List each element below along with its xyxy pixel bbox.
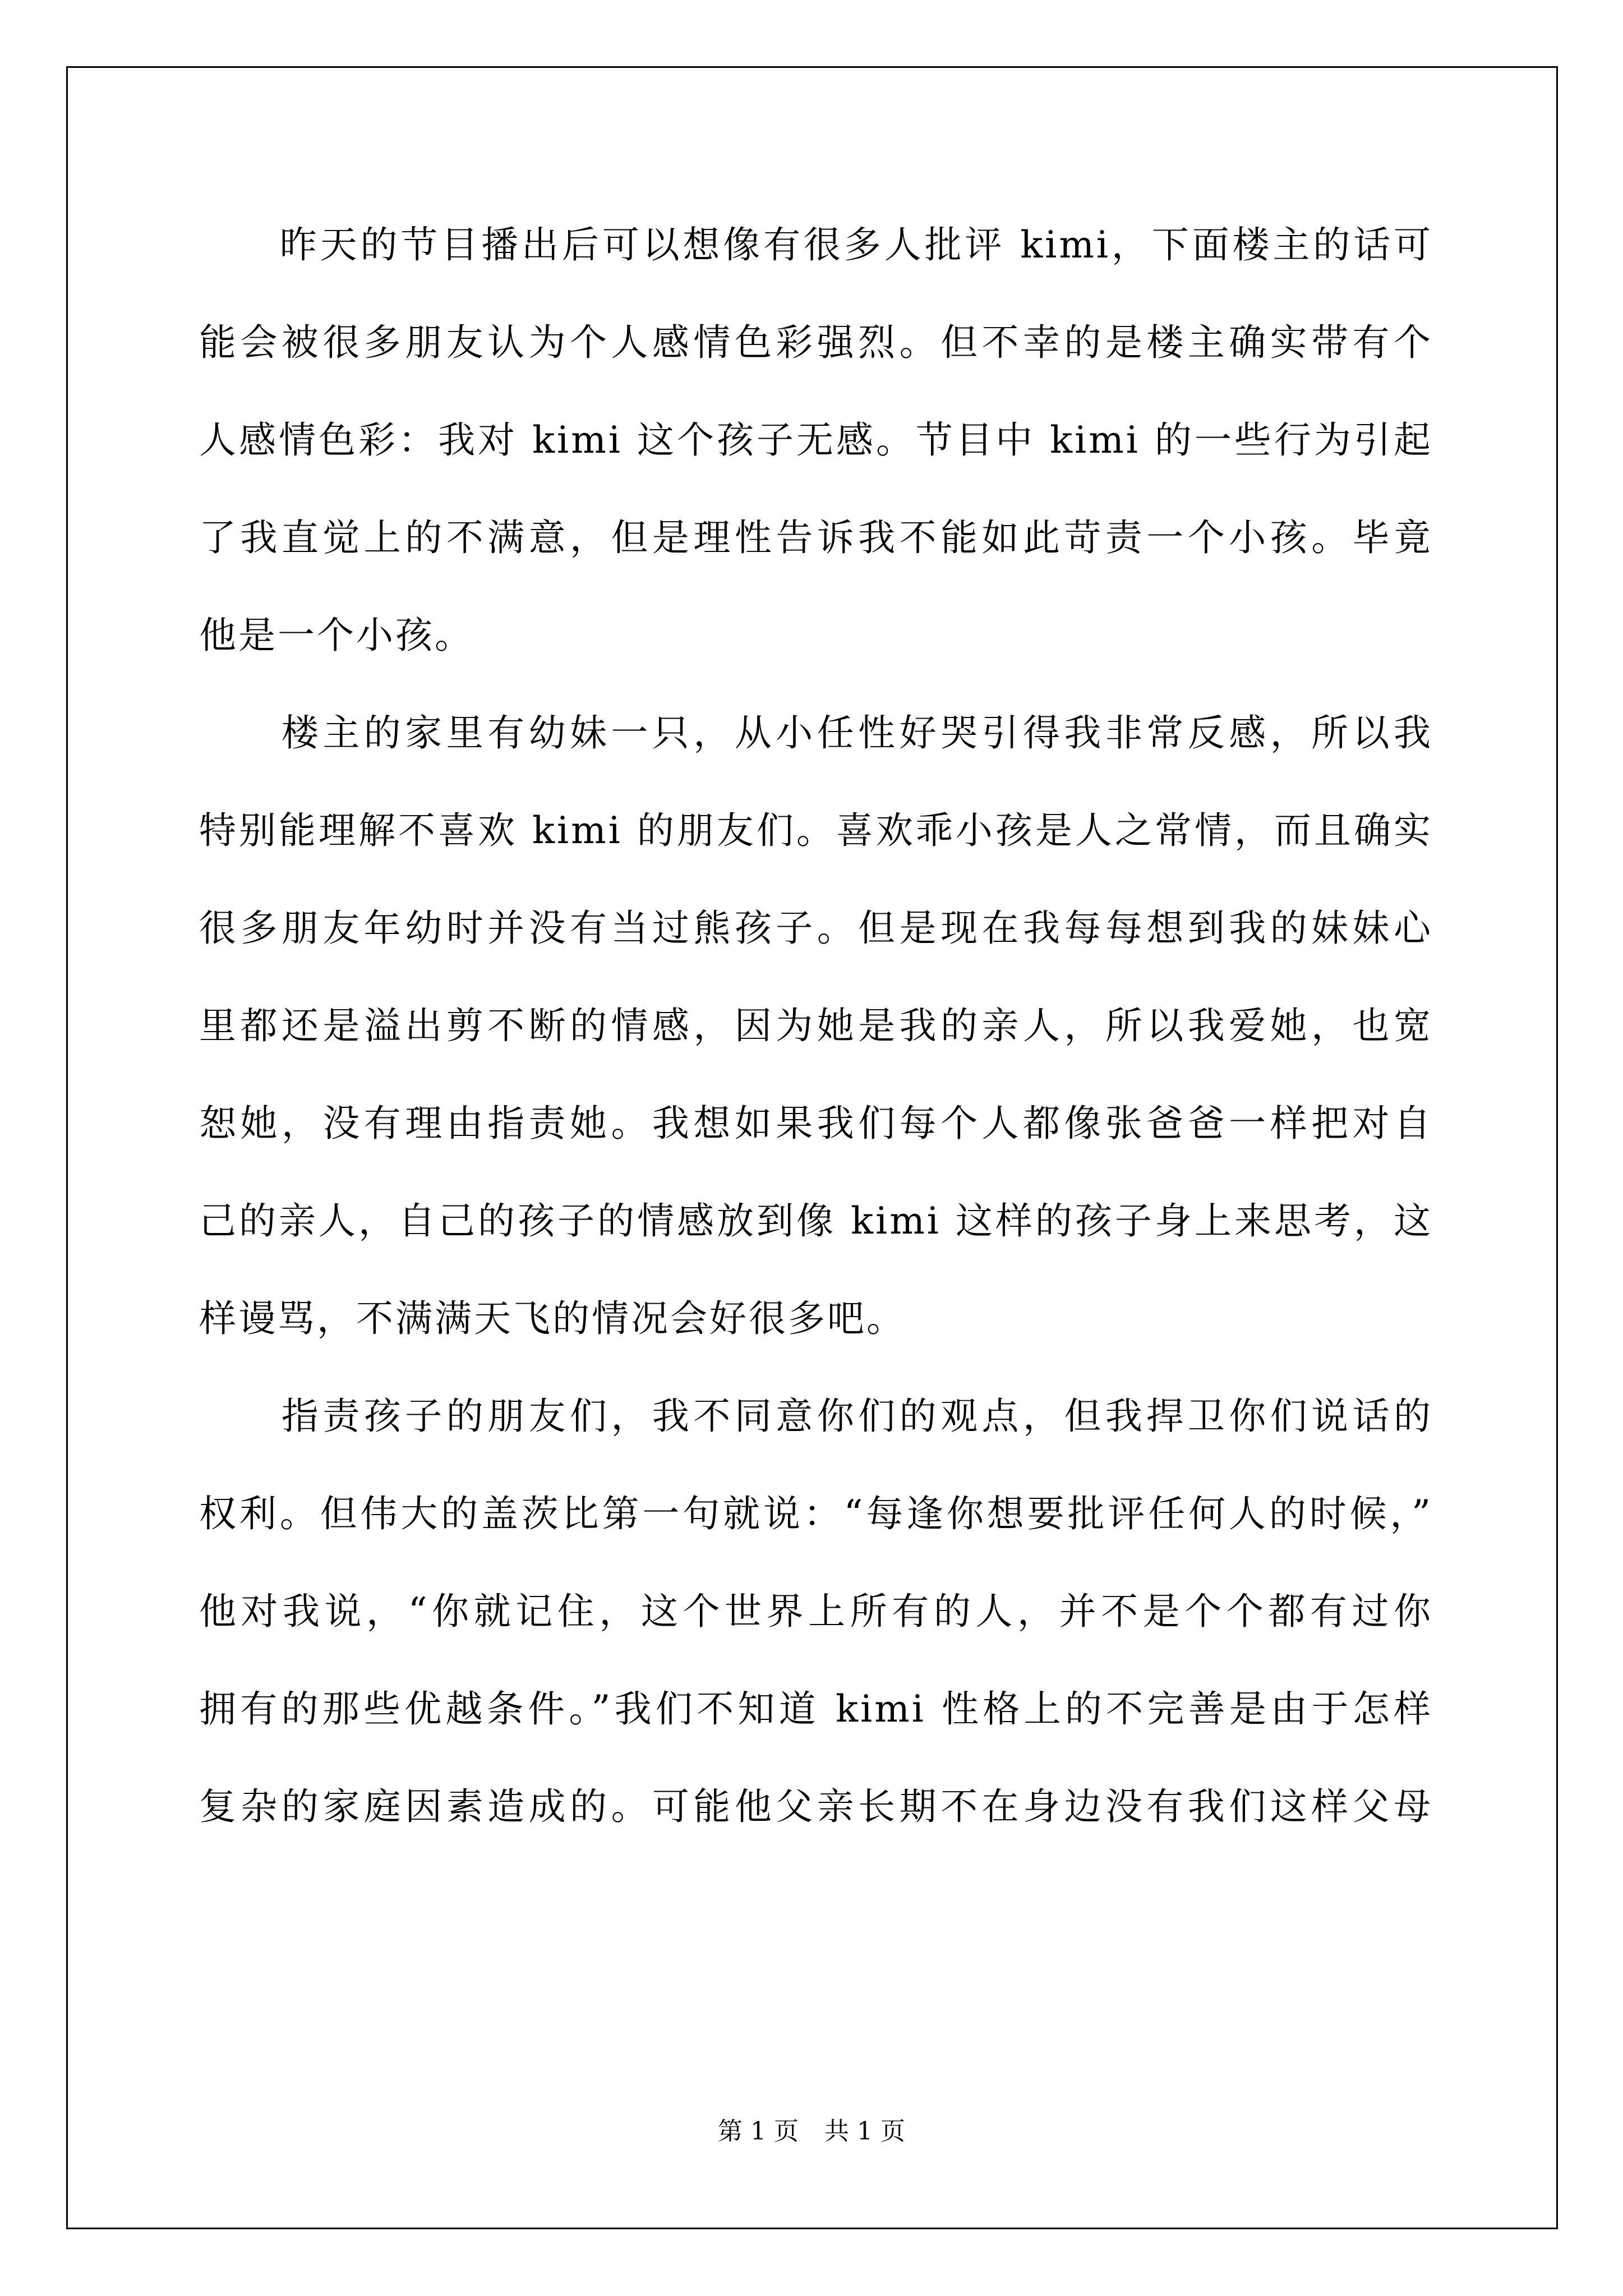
text-line: 指责孩子的朋友们，我不同意你们的观点，但我捍卫你们说话的: [199, 1395, 1433, 1438]
page-total: 共 1 页: [824, 2117, 905, 2146]
text-line: 权利。但伟大的盖茨比第一句就说：“每逢你想要批评任何人的时候，”: [199, 1492, 1433, 1535]
text-line: 己的亲人，自己的孩子的情感放到像 kimi 这样的孩子身上来思考，这: [199, 1199, 1433, 1243]
text-line: 很多朋友年幼时并没有当过熊孩子。但是现在我每每想到我的妹妹心: [199, 907, 1433, 950]
text-line: 人感情色彩：我对 kimi 这个孩子无感。节目中 kimi 的一些行为引起: [199, 418, 1433, 462]
text-line: 拥有的那些优越条件。”我们不知道 kimi 性格上的不完善是由于怎样: [199, 1687, 1433, 1731]
page-number: 第 1 页: [718, 2117, 799, 2146]
text-line: 昨天的节目播出后可以想像有很多人批评 kimi，下面楼主的话可: [199, 223, 1433, 266]
text-line: 恕她，没有理由指责她。我想如果我们每个人都像张爸爸一样把对自: [199, 1102, 1433, 1145]
text-line: 了我直觉上的不满意，但是理性告诉我不能如此苛责一个小孩。毕竟: [199, 516, 1433, 559]
text-line: 复杂的家庭因素造成的。可能他父亲长期不在身边没有我们这样父母: [199, 1785, 1433, 1828]
document-body: [199, 220, 1433, 1879]
text-line: 特别能理解不喜欢 kimi 的朋友们。喜欢乖小孩是人之常情，而且确实: [199, 809, 1433, 852]
page-footer: [0, 2116, 1623, 2147]
text-line: 楼主的家里有幼妹一只，从小任性好哭引得我非常反感，所以我: [199, 711, 1433, 754]
text-line: 里都还是溢出剪不断的情感，因为她是我的亲人，所以我爱她，也宽: [199, 1004, 1433, 1047]
text-line: 样谩骂，不满满天飞的情况会好很多吧。: [199, 1297, 906, 1340]
text-line: 他是一个小孩。: [199, 614, 474, 657]
text-line: 他对我说，“你就记住，这个世界上所有的人，并不是个个都有过你: [199, 1590, 1433, 1633]
text-line: 能会被很多朋友认为个人感情色彩强烈。但不幸的是楼主确实带有个: [199, 321, 1433, 364]
